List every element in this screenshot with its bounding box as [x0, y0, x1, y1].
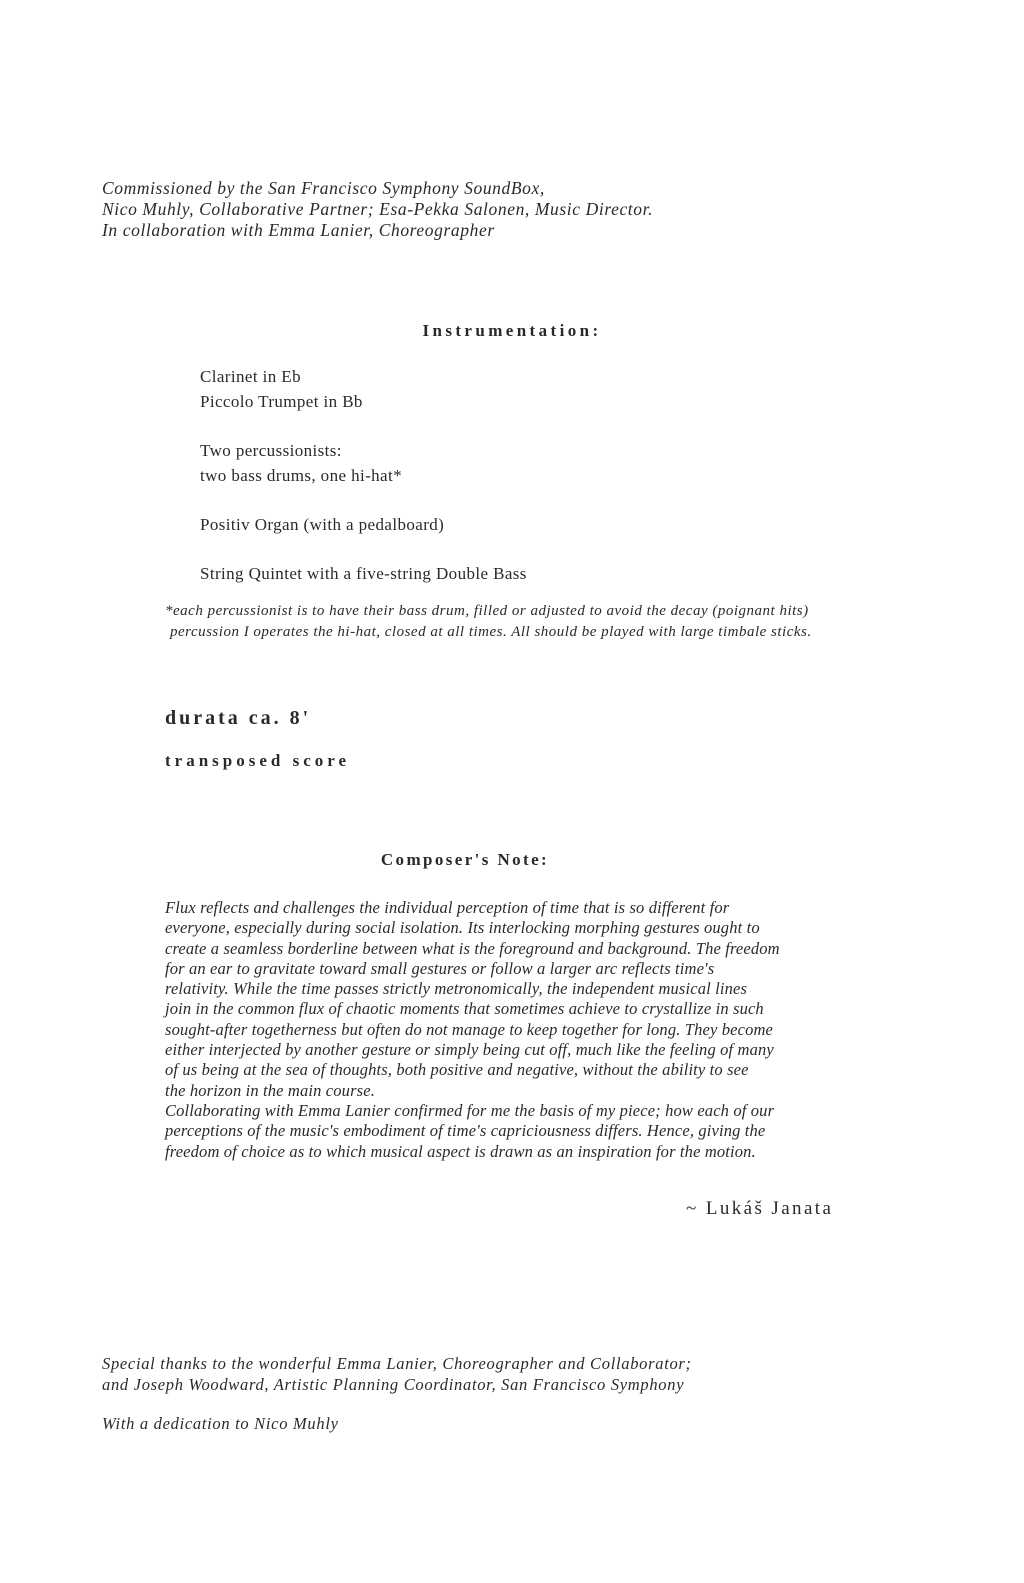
- note-line: Flux reflects and challenges the individual perception of time that is so different for: [165, 898, 730, 917]
- instrumentation-list: [200, 364, 527, 586]
- footnote-line: *each percussionist is to have their bass drum, filled or adjusted to avoid the decay (poignant hits): [165, 603, 809, 619]
- score-type-label: transposed score: [165, 751, 351, 770]
- note-line: everyone, especially during social isolation. Its interlocking morphing gestures ought to: [165, 918, 760, 938]
- note-line: join in the common flux of chaotic moments that sometimes achieve to crystallize in such: [165, 999, 764, 1019]
- acknowledgements: [102, 1353, 692, 1395]
- composers-note-heading: Composer's Note:: [380, 850, 550, 869]
- instrument-item: two bass drums, one hi-hat*: [200, 466, 403, 485]
- instrument-item: Two percussionists:: [200, 441, 342, 460]
- commission-line: Nico Muhly, Collaborative Partner; Esa-Pekka Salonen, Music Director.: [102, 199, 654, 219]
- instrument-item: String Quintet with a five-string Double Bass: [200, 564, 527, 583]
- duration-label: durata ca. 8': [165, 707, 312, 729]
- commission-line: Commissioned by the San Francisco Symphony SoundBox,: [102, 178, 545, 198]
- commission-line: In collaboration with Emma Lanier, Choreographer: [102, 220, 495, 240]
- composers-note-body: [165, 898, 780, 1162]
- note-line: either interjected by another gesture or simply being cut off, much like the feeling of many: [165, 1040, 774, 1060]
- note-line: perceptions of the music's embodiment of time's capriciousness differs. Hence, giving the: [165, 1121, 766, 1141]
- note-line: relativity. While the time passes strictly metronomically, the independent musical lines: [165, 979, 748, 999]
- note-line: sought-after togetherness but often do not manage to keep together for long. They become: [165, 1019, 774, 1039]
- note-line: Collaborating with Emma Lanier confirmed for me the basis of my piece; how each of our: [165, 1100, 775, 1120]
- note-line: the horizon in the main course.: [165, 1080, 375, 1100]
- composer-signature: ~ Lukáš Janata: [686, 1198, 834, 1219]
- commission-credits: [102, 178, 653, 241]
- instrument-item: Piccolo Trumpet in Bb: [200, 392, 363, 411]
- note-line: create a seamless borderline between what is the foreground and background. The freedom: [165, 938, 780, 958]
- note-line: for an ear to gravitate toward small gestures or follow a larger arc reflects time's: [165, 958, 715, 978]
- note-line: of us being at the sea of thoughts, both positive and negative, without the ability to see: [165, 1060, 749, 1080]
- instrumentation-heading: Instrumentation:: [422, 321, 602, 340]
- note-line: freedom of choice as to which musical aspect is drawn as an inspiration for the motion.: [165, 1141, 756, 1161]
- instrument-item: Clarinet in Eb: [200, 367, 301, 386]
- percussion-footnote: [165, 601, 812, 643]
- thanks-line: Special thanks to the wonderful Emma Lanier, Choreographer and Collaborator;: [102, 1354, 692, 1373]
- dedication: With a dedication to Nico Muhly: [102, 1414, 339, 1433]
- instrument-item: Positiv Organ (with a pedalboard): [200, 515, 445, 534]
- footnote-line: percussion I operates the hi-hat, closed at all times. All should be played with large timbale sticks.: [170, 624, 812, 640]
- thanks-line: and Joseph Woodward, Artistic Planning Coordinator, San Francisco Symphony: [102, 1375, 685, 1394]
